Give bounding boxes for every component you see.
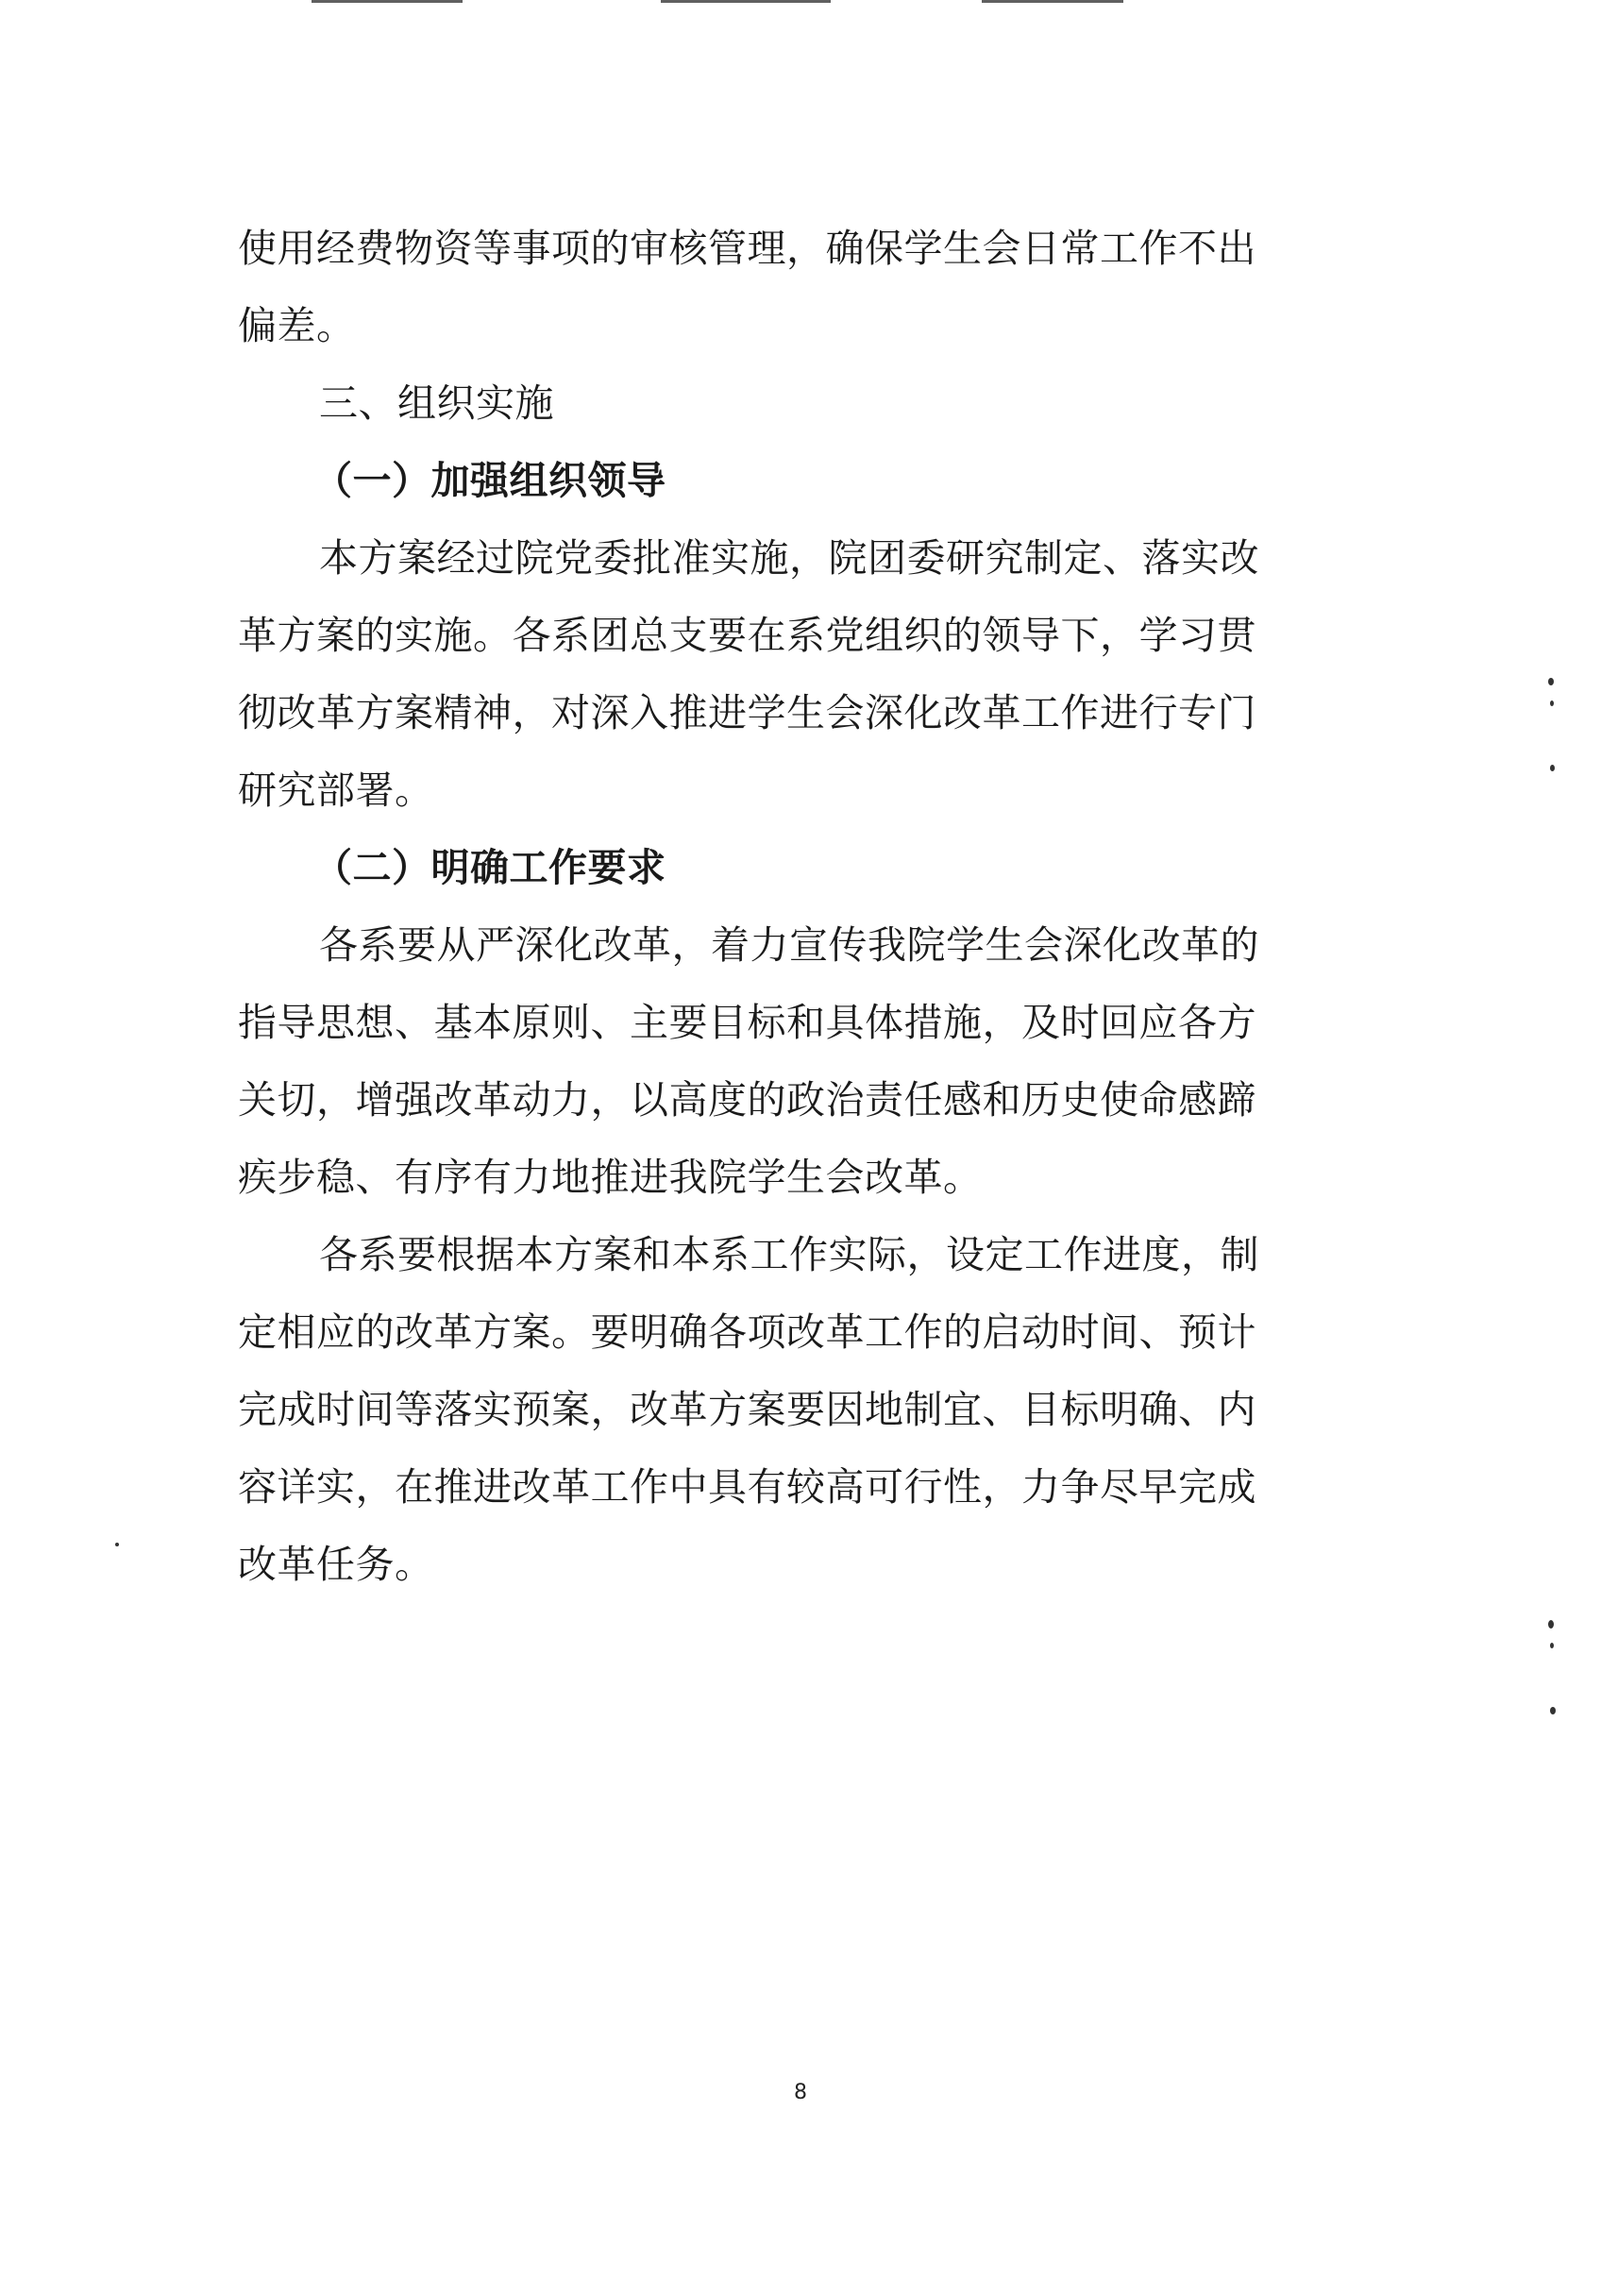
scan-edge-mark	[661, 0, 831, 3]
subsection-heading: （二）明确工作要求	[313, 845, 666, 890]
scan-edge-mark	[982, 0, 1123, 3]
paragraph-line: 研究部署。	[238, 768, 434, 813]
scan-speck	[115, 1543, 119, 1546]
scan-edge-mark	[312, 0, 463, 3]
paragraph-line: 定相应的改革方案。要明确各项改革工作的启动时间、预计	[238, 1309, 1256, 1355]
paragraph-line: 指导思想、基本原则、主要目标和具体措施，及时回应各方	[238, 1000, 1256, 1045]
scan-speck	[1548, 678, 1554, 685]
paragraph-line: 改革任务。	[238, 1542, 434, 1587]
paragraph-line: 革方案的实施。各系团总支要在系党组织的领导下，学习贯	[238, 613, 1256, 658]
paragraph-line: 使用经费物资等事项的审核管理，确保学生会日常工作不出	[238, 226, 1256, 271]
page-number: 8	[794, 2081, 807, 2104]
scan-speck	[1548, 1620, 1554, 1629]
scan-speck	[1550, 1707, 1556, 1714]
paragraph-line: 容详实，在推进改革工作中具有较高可行性，力争尽早完成	[238, 1464, 1256, 1510]
paragraph-line: 各系要从严深化改革，着力宣传我院学生会深化改革的	[319, 922, 1259, 968]
paragraph-line: 关切，增强改革动力，以高度的政治责任感和历史使命感蹄	[238, 1077, 1256, 1123]
paragraph-line: 本方案经过院党委批准实施，院团委研究制定、落实改	[319, 535, 1259, 581]
document-body	[238, 210, 1348, 1603]
scan-speck	[1550, 765, 1555, 771]
scan-speck	[1550, 701, 1554, 706]
paragraph-line: 偏差。	[238, 303, 356, 348]
paragraph-line: 完成时间等落实预案，改革方案要因地制宜、目标明确、内	[238, 1387, 1256, 1432]
paragraph-line: 各系要根据本方案和本系工作实际，设定工作进度，制	[319, 1232, 1259, 1277]
scan-speck	[1550, 1643, 1554, 1648]
section-heading: 三、组织实施	[319, 380, 554, 426]
paragraph-line: 疾步稳、有序有力地推进我院学生会改革。	[238, 1155, 983, 1200]
paragraph-line: 彻改革方案精神，对深入推进学生会深化改革工作进行专门	[238, 690, 1256, 735]
subsection-heading: （一）加强组织领导	[313, 458, 666, 503]
